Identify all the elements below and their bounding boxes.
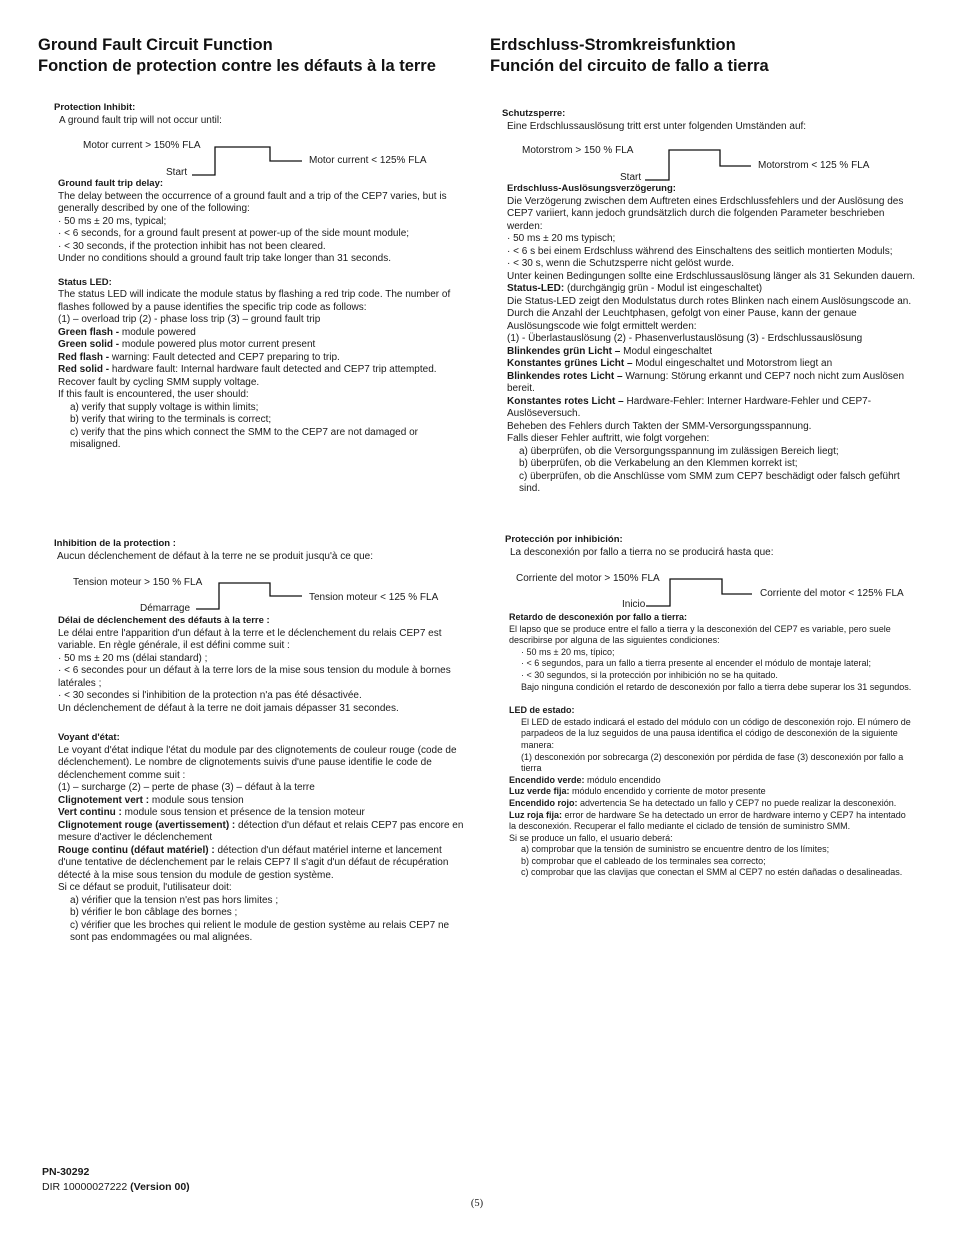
de-delay-3: · < 6 s bei einem Erdschluss während des Einschaltens des seitlich montierten Moduls; — [507, 245, 893, 257]
fr-led-2: (1) – surcharge (2) – perte de phase (3) – défaut à la terre — [58, 782, 315, 793]
en-led-1: The status LED will indicate the module status by flashing a red trip code. The number of flashes followed by a pause identifies the specific trip code as follows: — [58, 289, 451, 313]
page-number: (5) — [470, 1198, 484, 1209]
en-delay-4: · < 30 seconds, if the protection inhibit has not been cleared. — [58, 240, 326, 252]
de-red-solid-text: Hardware-Fehler: Interner Hardware-Fehler und CEP7-Auslöseversuch. — [507, 395, 872, 419]
de-diag-low-label: Motorstrom < 125 % FLA — [758, 160, 870, 171]
de-led-1: Die Status-LED zeigt den Modulstatus durch rotes Blinken nach einem Auslösungscode an. Durch die Anzahl der Leuchtphasen, gefolgt von einer Pause, kann der genaue Auslösungscode wie folgt ermittelt werden: — [507, 295, 912, 332]
es-green-flash-label: Encendido verde: — [509, 774, 585, 785]
de-red-flash-text: Warnung: Störung erkannt und CEP7 noch nicht zum Auslösen bereit. — [507, 370, 905, 394]
de-green-solid-text: Modul eingeschaltet und Motorstrom liegt an — [632, 358, 833, 369]
es-delay-4: · < 30 segundos, si la protección por inhibición no se ha quitado. — [521, 669, 778, 680]
es-delay-3: · < 6 segundos, para un fallo a tierra presente al encender el módulo de montaje lateral; — [521, 658, 871, 669]
en-delay-3: · < 6 seconds, for a ground fault present at power-up of the side mount module; — [58, 228, 410, 239]
fr-inhibit-label: Inhibition de la protection : — [54, 538, 176, 549]
en-delay-label: Ground fault trip delay: — [58, 178, 164, 189]
fr-delay-5: Un déclenchement de défaut à la terre ne doit jamais dépasser 31 secondes. — [58, 702, 399, 714]
de-delay-5: Unter keinen Bedingungen sollte eine Erdschlussauslösung länger als 31 Sekunden dauern. — [507, 270, 916, 282]
footer-version: (Version 00) — [130, 1181, 190, 1193]
en-green-solid-label: Green solid - — [58, 339, 120, 350]
es-led-label: LED de estado: — [509, 705, 575, 716]
fr-inhibit-text: Aucun déclenchement de défaut à la terre ne se produit jusqu'à ce que: — [57, 550, 374, 562]
es-inhibit-label: Protección por inhibición: — [505, 534, 623, 545]
de-step-c: c) überprüfen, ob die Anschlüsse vom SMM zum CEP7 beschädigt oder falsch geführt sind. — [519, 470, 900, 494]
de-delay-label: Erdschluss-Auslösungsverzögerung: — [507, 183, 676, 194]
fr-green-solid-label: Vert continu : — [58, 807, 122, 818]
es-green-solid-text: módulo encendido y corriente de motor presente — [569, 786, 766, 797]
en-step-c: c) verify that the pins which connect the SMM to the CEP7 are not damaged or misaligned. — [70, 426, 418, 450]
es-green-flash-text: módulo encendido — [584, 774, 661, 785]
es-diag-start-label: Inicio — [622, 599, 646, 610]
es-diag-high-label: Corriente del motor > 150% FLA — [516, 573, 660, 584]
es-inhibit-text: La desconexión por fallo a tierra no se producirá hasta que: — [510, 546, 774, 558]
en-red-solid-label: Red solid - — [58, 364, 110, 375]
es-led-2: (1) desconexión por sobrecarga (2) desconexión por pérdida de fase (3) desconexión por fallo a tierra — [521, 751, 904, 774]
en-red-solid-text: hardware fault: Internal hardware fault detected and CEP7 trip attempted. — [109, 364, 437, 375]
footer-doc-info — [42, 1165, 190, 1195]
fr-led-label: Voyant d'état: — [58, 732, 120, 743]
en-red-flash-label: Red flash - — [58, 351, 110, 363]
en-led-label: Status LED: — [58, 276, 112, 288]
de-green-flash-label: Blinkendes grün Licht – — [507, 345, 621, 357]
es-delay-2: · 50 ms ± 20 ms, típico; — [521, 646, 615, 657]
footer-dir: DIR 10000027222 — [42, 1181, 131, 1193]
en-led-2: (1) – overload trip (2) - phase loss trip (3) – ground fault trip — [58, 314, 321, 325]
de-red-flash-label: Blinkendes rotes Licht – — [507, 370, 623, 382]
es-red-solid-text: error de hardware Se ha detectado un error de hardware interno y CEP7 ha intentado la desconexión. Recuperar el fallo mediante el ciclado de tensión de suministro SMM. — [509, 809, 906, 832]
es-delay-1: El lapso que se produce entre el fallo a tierra y la desconexión del CEP7 es variable, pero suele describirse por alguna de las siguientes condiciones: — [509, 623, 891, 646]
es-red-flash-label: Encendido rojo: — [509, 797, 578, 808]
fr-green-flash-label: Clignotement vert : — [58, 794, 150, 806]
fr-led-1: Le voyant d'état indique l'état du module par des clignotements de couleur rouge (code de déclenchement). Le nombre de clignotements suivis d'une pause identifie le code de déclenchement comme suit : — [58, 744, 457, 781]
de-green-solid-label: Konstantes grünes Licht – — [507, 358, 633, 369]
de-diag-high-label: Motorstrom > 150 % FLA — [522, 145, 634, 156]
de-delay-4: · < 30 s, wenn die Schutzsperre nicht gelöst wurde. — [507, 258, 735, 269]
fr-delay-1: Le délai entre l'apparition d'un défaut à la terre et le déclenchement du relais CEP7 est variable. En règle générale, il est défini comme suit : — [58, 627, 442, 651]
de-led-label-note: (durchgängig grün - Modul ist eingeschaltet) — [564, 283, 763, 294]
de-step-a: a) überprüfen, ob die Versorgungsspannung im zulässigen Bereich liegt; — [519, 445, 839, 457]
en-green-solid-text: module powered plus motor current present — [119, 339, 316, 350]
fr-step-b: b) vérifier le bon câblage des bornes ; — [70, 907, 238, 918]
es-delay-label: Retardo de desconexión por fallo a tierra: — [509, 612, 688, 622]
fr-delay-3: · < 6 secondes pour un défaut à la terre lors de la mise sous tension du module à bornes latérales ; — [58, 665, 451, 689]
de-diag-start-label: Start — [620, 172, 642, 183]
en-if-fault-text: If this fault is encountered, the user should: — [58, 389, 249, 400]
fr-red-solid-label: Rouge continu (défaut matériel) : — [58, 844, 215, 856]
de-recover-text: Beheben des Fehlers durch Takten der SMM-Versorgungsspannung. — [507, 420, 812, 432]
de-led-label: Status-LED: — [507, 283, 565, 294]
en-red-flash-text: warning: Fault detected and CEP7 preparing to trip. — [109, 351, 340, 363]
fr-step-a: a) vérifier que la tension n'est pas hors limites ; — [70, 894, 279, 906]
de-delay-1: Die Verzögerung zwischen dem Auftreten eines Erdschlussfehlers und der Auslösung des CEP7 variiert, kann jedoch grundsätzlich durch die folgenden Parameter beschrieben werden: — [507, 195, 904, 232]
fr-diag-high-label: Tension moteur > 150 % FLA — [73, 577, 203, 588]
es-diag-low-label: Corriente del motor < 125% FLA — [760, 588, 904, 599]
es-led-1: El LED de estado indicará el estado del módulo con un código de desconexión rojo. El número de parpadeos de la luz seguidos de una pausa identifica el código de desconexión de la siguiente manera: — [521, 716, 911, 750]
de-delay-2: · 50 ms ± 20 ms typisch; — [507, 233, 616, 244]
fr-green-solid-text: module sous tension et présence de la tension moteur — [121, 807, 365, 818]
heading-title-en: Ground Fault Circuit Function — [38, 36, 273, 54]
de-step-b: b) überprüfen, ob die Verkabelung an den Klemmen korrekt ist; — [519, 458, 798, 469]
en-green-flash-text: module powered — [119, 326, 196, 338]
fr-diag-low-label: Tension moteur < 125 % FLA — [309, 592, 439, 603]
fr-red-flash-label: Clignotement rouge (avertissement) : — [58, 819, 236, 831]
heading-title-de: Erdschluss-Stromkreisfunktion — [490, 36, 736, 54]
es-step-c: c) comprobar que las clavijas que conectan el SMM al CEP7 no estén dañadas o desalineadas. — [521, 867, 903, 878]
heading-title-es: Función del circuito de fallo a tierra — [490, 57, 769, 75]
fr-green-flash-text: module sous tension — [149, 794, 244, 806]
en-step-a: a) verify that supply voltage is within limits; — [70, 401, 259, 413]
fr-red-solid-text: détection d'un défaut matériel interne et lancement d'une tentative de déclenchement par le relais CEP7 Il s'agit d'un défaut de récupération détecté à la mise sous tension du module de gestion système. — [58, 844, 449, 881]
es-green-solid-label: Luz verde fija: — [509, 786, 570, 797]
fr-delay-label: Délai de déclenchement des défauts à la terre : — [58, 615, 270, 626]
fr-if-fault-text: Si ce défaut se produit, l'utilisateur doit: — [58, 882, 232, 893]
fr-delay-2: · 50 ms ± 20 ms (délai standard) ; — [58, 652, 208, 664]
heading-title-fr: Fonction de protection contre les défauts à la terre — [38, 57, 436, 75]
en-inhibit-label: Protection Inhibit: — [54, 102, 136, 113]
fr-red-flash-text: détection d'un défaut et relais CEP7 pas encore en mesure d'activer le déclenchement — [58, 819, 464, 843]
fr-diag-start-label: Démarrage — [140, 603, 191, 614]
en-delay-5: Under no conditions should a ground fault trip take longer than 31 seconds. — [58, 253, 391, 264]
es-red-solid-label: Luz roja fija: — [509, 809, 563, 820]
en-diag-start-label: Start — [166, 167, 188, 178]
es-red-flash-text: advertencia Se ha detectado un fallo y CEP7 no puede realizar la desconexión. — [577, 797, 897, 808]
en-recover-text: Recover fault by cycling SMM supply voltage. — [58, 376, 260, 388]
en-diag-low-label: Motor current < 125% FLA — [309, 155, 427, 166]
es-delay-5: Bajo ninguna condición el retardo de desconexión por fallo a tierra debe superar los 31 segundos. — [521, 681, 912, 692]
de-inhibit-text: Eine Erdschlussauslösung tritt erst unter folgenden Umständen auf: — [507, 120, 807, 132]
en-green-flash-label: Green flash - — [58, 326, 120, 338]
es-step-a: a) comprobar que la tensión de suministro se encuentre dentro de los límites; — [521, 844, 830, 855]
en-inhibit-text: A ground fault trip will not occur until: — [59, 114, 222, 126]
es-body — [509, 612, 914, 879]
footer-part-number: PN-30292 — [42, 1166, 90, 1178]
en-step-b: b) verify that wiring to the terminals is correct; — [70, 414, 272, 425]
de-led-2: (1) - Überlastauslösung (2) - Phasenverlustauslösung (3) - Erdschlussauslösung — [507, 333, 863, 344]
de-if-fault-text: Falls dieser Fehler auftritt, wie folgt vorgehen: — [507, 433, 710, 444]
fr-delay-4: · < 30 secondes si l'inhibition de la protection n'a pas été désactivée. — [58, 690, 362, 701]
de-green-flash-text: Modul eingeschaltet — [620, 345, 713, 357]
es-if-fault-text: Si se produce un fallo, el usuario deberá: — [509, 832, 673, 843]
en-delay-1: The delay between the occurrence of a ground fault and a trip of the CEP7 varies, but is generally described by one of the following: — [58, 190, 447, 214]
de-inhibit-label: Schutzsperre: — [502, 108, 566, 119]
de-red-solid-label: Konstantes rotes Licht – — [507, 395, 624, 407]
en-delay-2: · 50 ms ± 20 ms, typical; — [58, 215, 167, 227]
es-step-b: b) comprobar que el cableado de los terminales sea correcto; — [521, 855, 766, 866]
en-diag-high-label: Motor current > 150% FLA — [83, 140, 201, 151]
fr-step-c: c) vérifier que les broches qui relient le module de gestion système au relais CEP7 ne sont pas endommagées ou mal alignées. — [70, 919, 450, 943]
